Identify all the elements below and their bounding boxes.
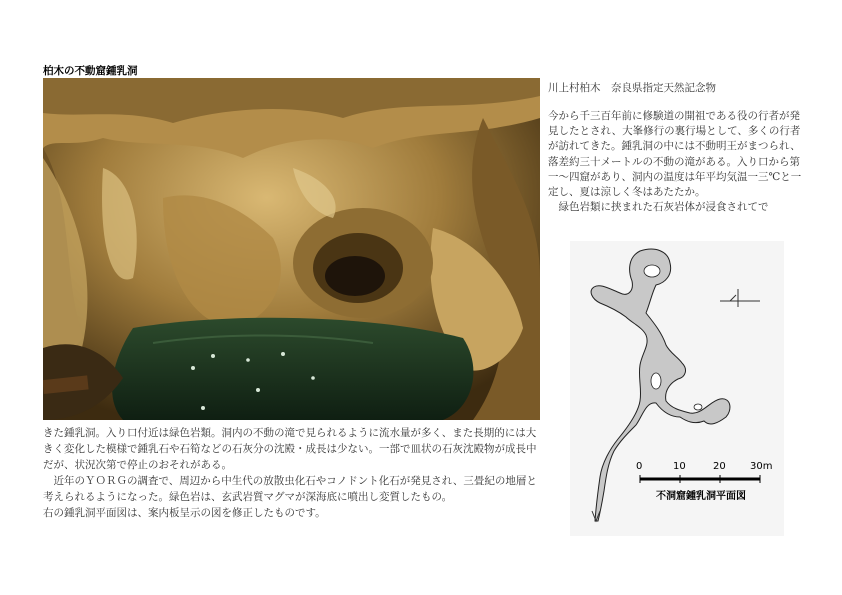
paragraph-geology-start: 緑色岩類に挟まれた石灰岩体が浸食されてで [558, 201, 769, 214]
paragraph-research: 近年のＹＯＲＧの調査で、周辺から中生代の放散虫化石やコノドント化石が発見され、三畳紀の地層と考えられるようになった。緑色岩は、玄武岩質マグマが深海底に噴出し変質したもの。 [43, 475, 537, 503]
right-column-text [548, 109, 808, 215]
bottom-text [43, 425, 543, 521]
scale-label-20: 20 [713, 461, 726, 472]
map-caption: 不洞窟鍾乳洞平面図 [656, 491, 746, 502]
cave-heading: 川上村柏木 奈良県指定天然記念物 [548, 82, 716, 94]
cave-photo [43, 78, 540, 420]
paragraph-cave-description: きた鍾乳洞。入り口付近は緑色岩類。洞内の不動の滝で見られるように流水量が多く、また長期的には大きく変化した模様で鍾乳石や石筍などの石灰分の沈殿・成長は少ない。一部で皿状の石灰沈殿物が成長中だが、状況次第で停止のおそれがある。 [43, 427, 537, 471]
cave-floor-plan [570, 241, 784, 536]
scale-label-10: 10 [673, 461, 686, 472]
scale-label-0: 0 [636, 461, 643, 472]
scale-label-30m: 30m [750, 461, 773, 472]
page-title: 柏木の不動窟鍾乳洞 [43, 65, 138, 77]
paragraph-map-note: 右の鍾乳洞平面図は、案内板呈示の図を修正したものです。 [43, 507, 326, 519]
paragraph-intro: 今から千三百年前に修験道の開祖である役の行者が発見したとされ、大峯修行の裏行場として、多くの行者が訪れてきた。鍾乳洞の中には不動明王がまつられ、落差約三十メートルの不動の滝がある。入り口から第一〜四窟があり、洞内の温度は年平均気温一三℃と一定し、夏は涼しく冬はあたたか。 [548, 110, 802, 199]
